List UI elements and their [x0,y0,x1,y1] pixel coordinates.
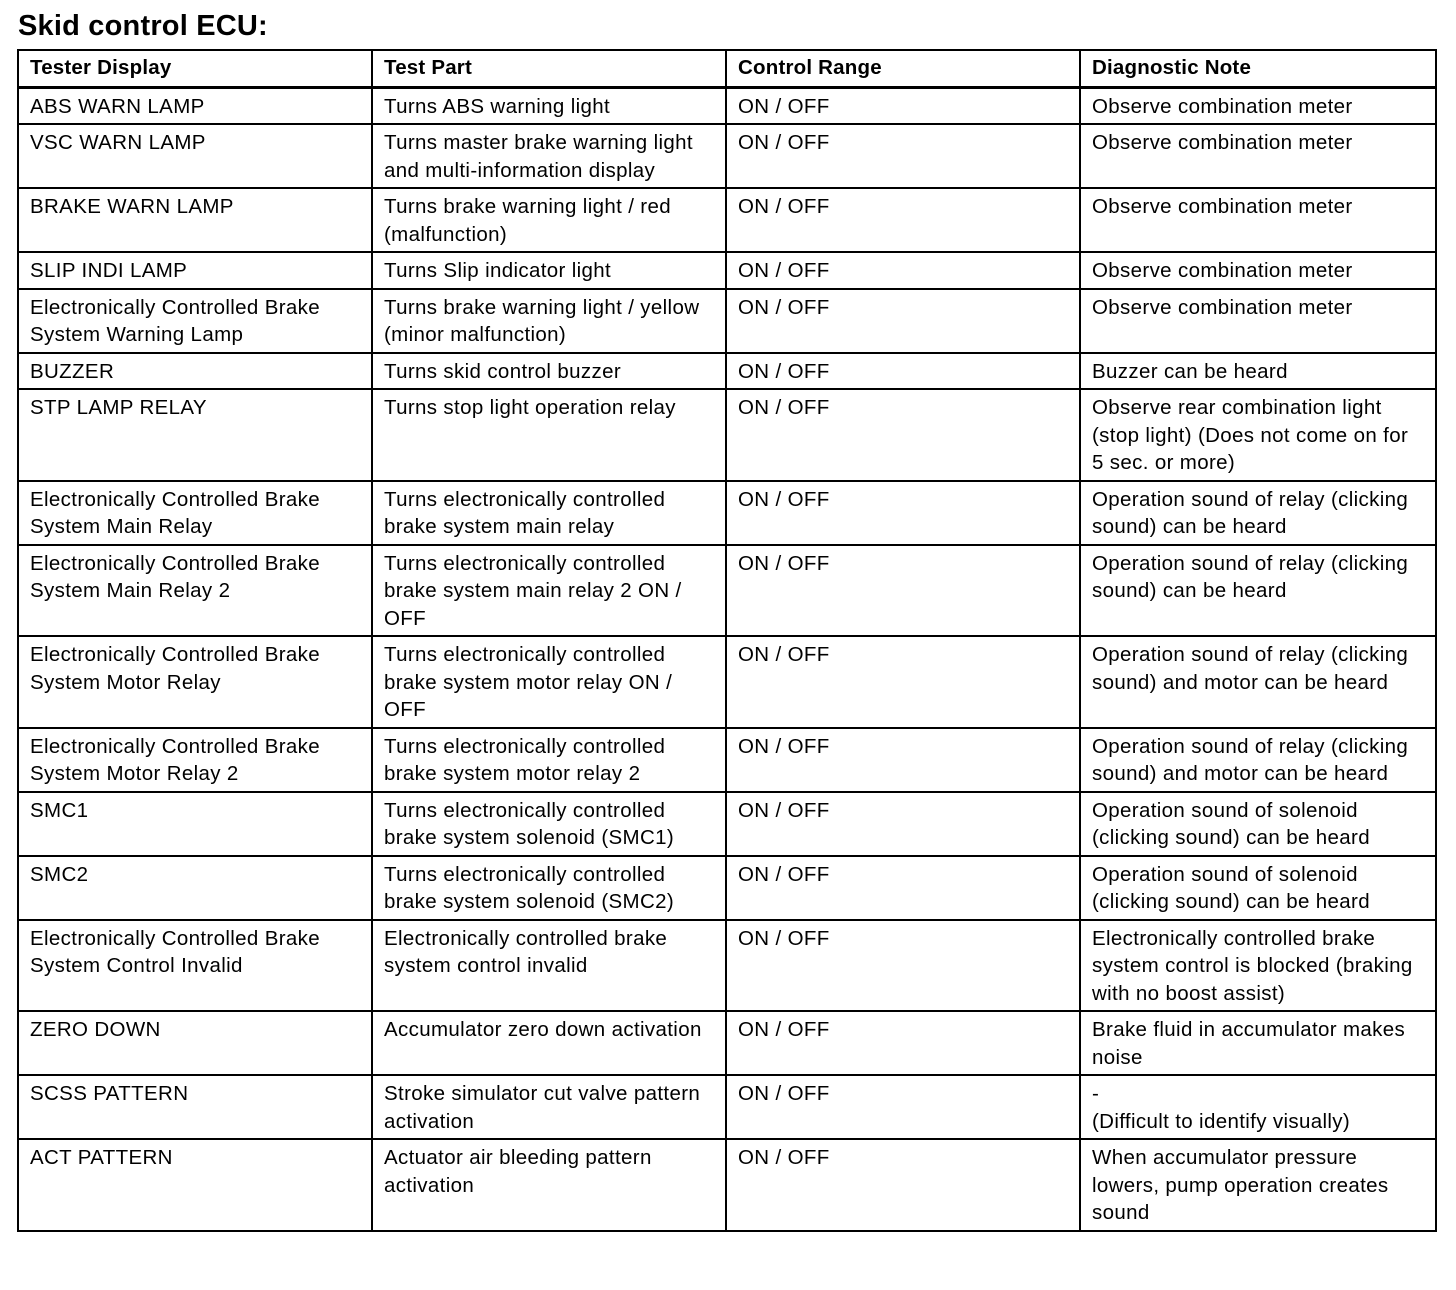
table-row [18,1075,1436,1139]
cell-test-part: Accumulator zero down activation [372,1011,726,1075]
header-diagnostic-note: Diagnostic Note [1080,50,1436,87]
cell-control-range: ON / OFF [726,353,1080,390]
table-row [18,252,1436,289]
cell-tester-display: STP LAMP RELAY [18,389,372,481]
table-row [18,188,1436,252]
cell-control-range: ON / OFF [726,481,1080,545]
cell-test-part: Turns electronically controlled brake system motor relay 2 [372,728,726,792]
cell-control-range: ON / OFF [726,289,1080,353]
table-row [18,481,1436,545]
cell-test-part: Electronically controlled brake system control invalid [372,920,726,1012]
cell-control-range: ON / OFF [726,1011,1080,1075]
cell-tester-display: Electronically Controlled Brake System Warning Lamp [18,289,372,353]
cell-tester-display: ZERO DOWN [18,1011,372,1075]
cell-test-part: Actuator air bleeding pattern activation [372,1139,726,1231]
cell-tester-display: BUZZER [18,353,372,390]
table-row [18,545,1436,637]
active-test-table [17,49,1437,1232]
cell-test-part: Turns master brake warning light and multi-information display [372,124,726,188]
cell-diagnostic-note: Observe rear combination light (stop light) (Does not come on for 5 sec. or more) [1080,389,1436,481]
cell-control-range: ON / OFF [726,920,1080,1012]
cell-test-part: Turns brake warning light / red (malfunction) [372,188,726,252]
cell-tester-display: Electronically Controlled Brake System Main Relay [18,481,372,545]
cell-control-range: ON / OFF [726,792,1080,856]
table-header-row [18,50,1436,87]
cell-diagnostic-note: Electronically controlled brake system control is blocked (braking with no boost assist) [1080,920,1436,1012]
table-row [18,1139,1436,1231]
cell-control-range: ON / OFF [726,1075,1080,1139]
cell-control-range: ON / OFF [726,124,1080,188]
cell-diagnostic-note: Brake fluid in accumulator makes noise [1080,1011,1436,1075]
cell-test-part: Turns electronically controlled brake system main relay 2 ON / OFF [372,545,726,637]
header-control-range: Control Range [726,50,1080,87]
cell-tester-display: Electronically Controlled Brake System Motor Relay 2 [18,728,372,792]
cell-diagnostic-note: Operation sound of relay (clicking sound) can be heard [1080,481,1436,545]
table-row [18,124,1436,188]
cell-test-part: Turns electronically controlled brake system motor relay ON / OFF [372,636,726,728]
cell-test-part: Turns stop light operation relay [372,389,726,481]
table-row [18,792,1436,856]
table-row [18,87,1436,124]
cell-diagnostic-note: Operation sound of relay (clicking sound) and motor can be heard [1080,728,1436,792]
cell-test-part: Turns brake warning light / yellow (minor malfunction) [372,289,726,353]
page-title: Skid control ECU: [18,10,268,42]
cell-tester-display: VSC WARN LAMP [18,124,372,188]
cell-diagnostic-note: When accumulator pressure lowers, pump operation creates sound [1080,1139,1436,1231]
cell-control-range: ON / OFF [726,87,1080,124]
cell-control-range: ON / OFF [726,856,1080,920]
cell-test-part: Turns skid control buzzer [372,353,726,390]
cell-control-range: ON / OFF [726,728,1080,792]
cell-tester-display: ABS WARN LAMP [18,87,372,124]
cell-diagnostic-note: Buzzer can be heard [1080,353,1436,390]
table-row [18,728,1436,792]
table-row [18,1011,1436,1075]
cell-control-range: ON / OFF [726,188,1080,252]
cell-test-part: Turns electronically controlled brake system main relay [372,481,726,545]
cell-tester-display: ACT PATTERN [18,1139,372,1231]
cell-diagnostic-note: Observe combination meter [1080,87,1436,124]
cell-control-range: ON / OFF [726,545,1080,637]
cell-diagnostic-note: Operation sound of relay (clicking sound) and motor can be heard [1080,636,1436,728]
cell-diagnostic-note: - (Difficult to identify visually) [1080,1075,1436,1139]
cell-control-range: ON / OFF [726,1139,1080,1231]
table-row [18,636,1436,728]
cell-tester-display: SMC1 [18,792,372,856]
cell-control-range: ON / OFF [726,389,1080,481]
cell-test-part: Stroke simulator cut valve pattern activation [372,1075,726,1139]
cell-diagnostic-note: Observe combination meter [1080,124,1436,188]
cell-diagnostic-note: Observe combination meter [1080,188,1436,252]
cell-diagnostic-note: Operation sound of relay (clicking sound) can be heard [1080,545,1436,637]
cell-control-range: ON / OFF [726,252,1080,289]
cell-diagnostic-note: Observe combination meter [1080,289,1436,353]
table-row [18,856,1436,920]
cell-diagnostic-note: Operation sound of solenoid (clicking sound) can be heard [1080,856,1436,920]
cell-test-part: Turns electronically controlled brake system solenoid (SMC2) [372,856,726,920]
cell-test-part: Turns electronically controlled brake system solenoid (SMC1) [372,792,726,856]
cell-control-range: ON / OFF [726,636,1080,728]
table-row [18,289,1436,353]
cell-tester-display: SLIP INDI LAMP [18,252,372,289]
header-test-part: Test Part [372,50,726,87]
cell-tester-display: Electronically Controlled Brake System Motor Relay [18,636,372,728]
cell-diagnostic-note: Operation sound of solenoid (clicking sound) can be heard [1080,792,1436,856]
header-tester-display: Tester Display [18,50,372,87]
cell-tester-display: Electronically Controlled Brake System Main Relay 2 [18,545,372,637]
cell-tester-display: BRAKE WARN LAMP [18,188,372,252]
cell-diagnostic-note: Observe combination meter [1080,252,1436,289]
cell-test-part: Turns ABS warning light [372,87,726,124]
cell-tester-display: SMC2 [18,856,372,920]
table-row [18,389,1436,481]
table-row [18,353,1436,390]
cell-tester-display: SCSS PATTERN [18,1075,372,1139]
cell-test-part: Turns Slip indicator light [372,252,726,289]
cell-tester-display: Electronically Controlled Brake System Control Invalid [18,920,372,1012]
table-row [18,920,1436,1012]
